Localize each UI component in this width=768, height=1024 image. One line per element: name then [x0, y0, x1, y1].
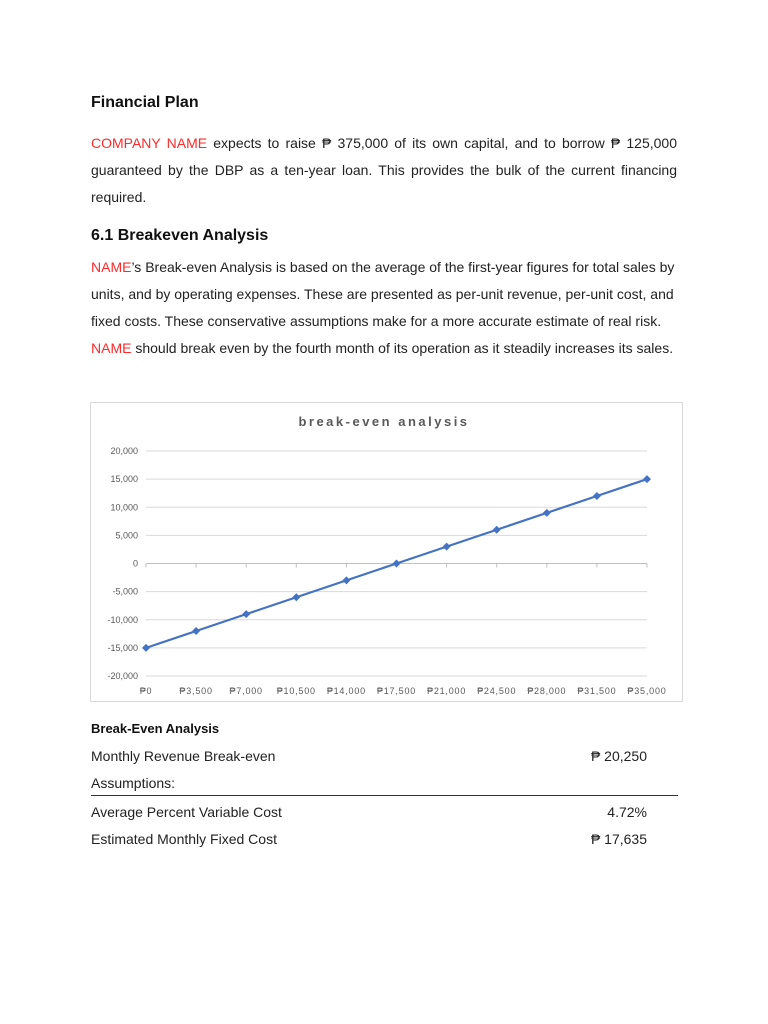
- row-label: Monthly Revenue Break-even: [91, 748, 276, 764]
- y-tick-label: 10,000: [110, 502, 138, 513]
- breakeven-text-2: should break even by the fourth month of its operation as it steadily increases its sales.: [131, 340, 674, 356]
- x-tick-label: ₱0: [139, 686, 153, 696]
- section-title: Financial Plan: [91, 94, 199, 111]
- x-tick-label: ₱7,000: [229, 686, 263, 696]
- row-value: ₱ 20,250: [590, 748, 647, 764]
- y-tick-label: 15,000: [110, 474, 138, 485]
- chart-frame: [90, 402, 683, 702]
- row-label: Assumptions:: [91, 775, 176, 791]
- x-tick-label: ₱28,000: [527, 686, 567, 696]
- x-tick-label: ₱17,500: [376, 686, 417, 696]
- y-tick-label: 20,000: [110, 446, 138, 456]
- divider: [91, 795, 678, 796]
- y-tick-label: -5,000: [112, 586, 138, 597]
- x-tick-label: ₱10,500: [276, 686, 316, 696]
- financing-text: expects to raise ₱ 375,000 of its own capital, and to borrow ₱ 125,000 guaranteed by the DBP as a ten-year loan. This provides the bulk of the current financing required.: [91, 135, 677, 205]
- y-tick-label: -20,000: [107, 671, 138, 681]
- x-tick-label: ₱21,000: [427, 686, 467, 696]
- x-tick-label: ₱14,000: [326, 686, 366, 696]
- breakeven-text-1: ’s Break-even Analysis is based on the average of the first-year figures for total sales by units, and by operating expenses. These are presented as per-unit revenue, per-unit cost, and fixed costs. These conservative assumptions make for a more accurate estimate of real risk.: [91, 259, 675, 329]
- y-tick-label: 0: [132, 558, 138, 569]
- row-value: 4.72%: [607, 804, 647, 820]
- row-value: ₱ 17,635: [590, 831, 647, 847]
- breakeven-paragraph: [91, 254, 677, 362]
- y-tick-label: -15,000: [107, 642, 138, 653]
- y-tick-label: -10,000: [107, 614, 138, 625]
- x-tick-label: ₱24,500: [477, 686, 517, 696]
- y-tick-label: 5,000: [115, 530, 138, 541]
- chart-title: break-even analysis: [298, 414, 470, 429]
- x-tick-label: ₱3,500: [179, 686, 213, 696]
- row-label: Estimated Monthly Fixed Cost: [91, 831, 277, 847]
- row-label: Average Percent Variable Cost: [91, 804, 282, 820]
- table-title: Break-Even Analysis: [91, 721, 220, 736]
- company-name-placeholder: COMPANY NAME: [91, 135, 208, 151]
- x-tick-label: ₱35,000: [627, 686, 667, 696]
- name-placeholder: NAME: [91, 340, 132, 356]
- financing-paragraph: [91, 130, 677, 211]
- x-tick-label: ₱31,500: [577, 686, 617, 696]
- name-placeholder: NAME: [91, 259, 132, 275]
- subsection-title: 6.1 Breakeven Analysis: [91, 227, 269, 244]
